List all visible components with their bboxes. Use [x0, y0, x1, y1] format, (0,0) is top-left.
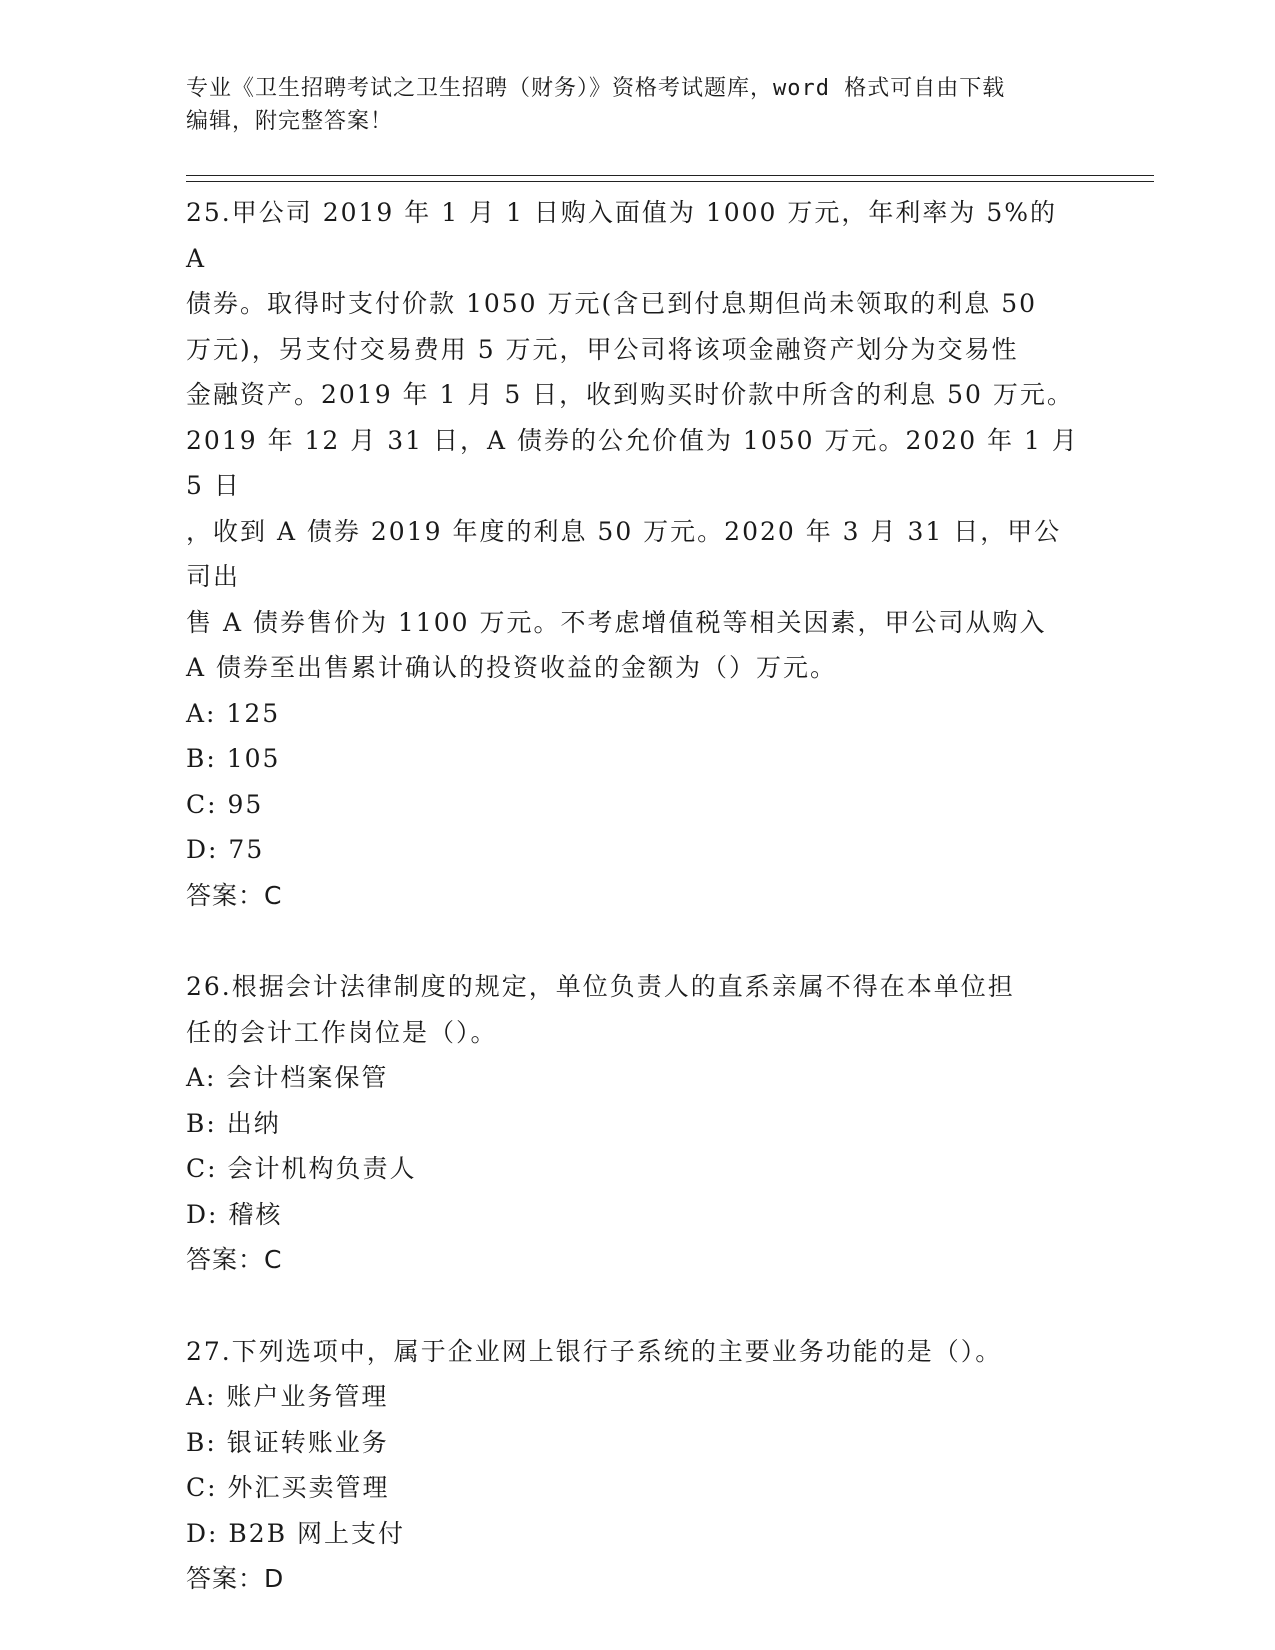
answer-label: 答案：C: [186, 1245, 283, 1274]
option-b: B: 出纳: [186, 1108, 281, 1138]
option-d: D: 稽核: [186, 1199, 283, 1229]
question-stem-line: 25.甲公司 2019 年 1 月 1 日购入面值为 1000 万元，年利率为 5%的 A: [186, 198, 1057, 273]
question-stem-line: 27.下列选项中，属于企业网上银行子系统的主要业务功能的是（）。: [186, 1336, 1003, 1366]
answer-label: 答案：C: [186, 880, 283, 910]
spacer: [186, 1283, 1086, 1329]
option-b: B: 105: [186, 744, 281, 773]
question-stem-line: A 债券至出售累计确认的投资收益的金额为（）万元。: [186, 653, 838, 682]
document-header: [186, 72, 1086, 138]
answer-label: 答案：D: [186, 1564, 285, 1593]
header-divider-top: [186, 175, 1154, 176]
option-a: A: 账户业务管理: [186, 1382, 389, 1411]
option-a: A: 会计档案保管: [186, 1063, 389, 1092]
question-26: [186, 964, 1086, 1283]
question-stem-line: 债券。取得时支付价款 1050 万元(含已到付息期但尚未领取的利息 50: [186, 289, 1038, 318]
question-stem-line: 金融资产。2019 年 1 月 5 日，收到购买时价款中所含的利息 50 万元。: [186, 380, 1074, 409]
option-a: A: 125: [186, 698, 281, 728]
option-c: C: 95: [186, 789, 264, 819]
question-stem-line: 万元)，另支付交易费用 5 万元，甲公司将该项金融资产划分为交易性: [186, 334, 1019, 364]
header-divider-bottom: [186, 181, 1154, 182]
question-stem-line: 26.根据会计法律制度的规定，单位负责人的直系亲属不得在本单位担: [186, 972, 1015, 1001]
header-line-1: 专业《卫生招聘考试之卫生招聘（财务）》资格考试题库，word 格式可自由下载: [186, 76, 1006, 101]
question-stem-line: 任的会计工作岗位是（）。: [186, 1017, 498, 1047]
header-line-2: 编辑，附完整答案！: [186, 109, 394, 134]
spacer: [186, 918, 1086, 964]
question-list: [186, 190, 1086, 1602]
option-c: C: 外汇买卖管理: [186, 1473, 390, 1502]
option-b: B: 银证转账业务: [186, 1427, 389, 1457]
question-stem-line: ，收到 A 债券 2019 年度的利息 50 万元。2020 年 3 月 31 日，甲公司出: [186, 516, 1062, 591]
question-25: [186, 190, 1086, 918]
question-stem-line: 2019 年 12 月 31 日，A 债券的公允价值为 1050 万元。2020 年 1 月 5 日: [186, 425, 1079, 500]
option-c: C: 会计机构负责人: [186, 1154, 417, 1183]
option-d: D: 75: [186, 835, 265, 864]
question-stem-line: 售 A 债券售价为 1100 万元。不考虑增值税等相关因素，甲公司从购入: [186, 607, 1047, 637]
question-27: [186, 1329, 1086, 1602]
option-d: D: B2B 网上支付: [186, 1518, 406, 1548]
